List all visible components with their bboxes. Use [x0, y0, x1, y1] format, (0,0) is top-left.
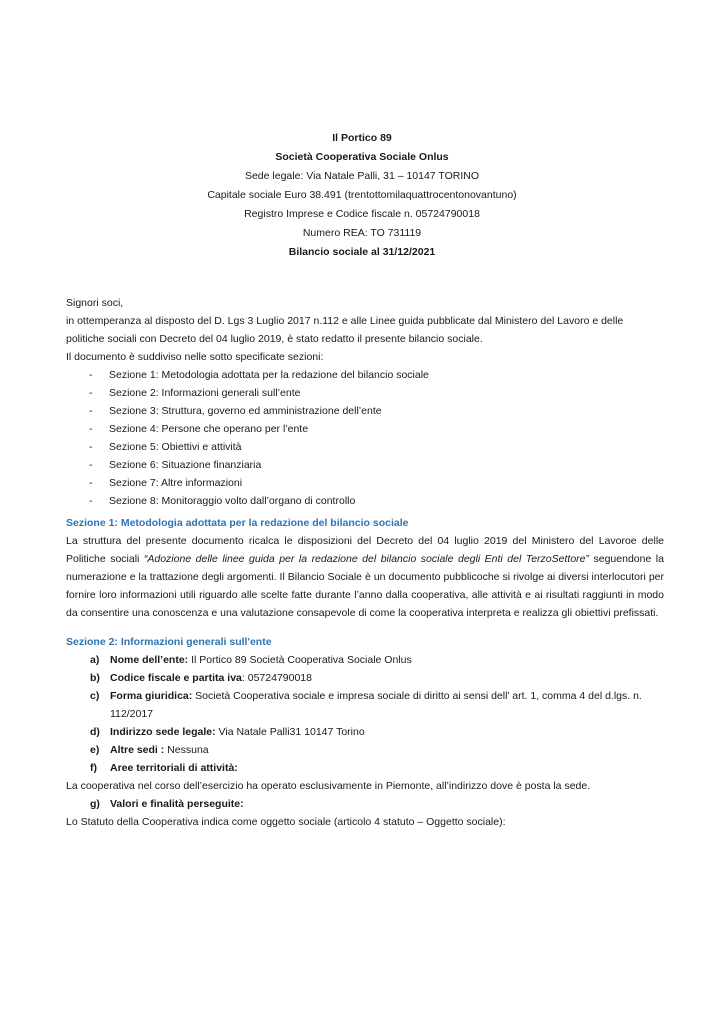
- entity-info-list: [66, 651, 664, 777]
- list-item: - Sezione 4: Persone che operano per l’ente: [89, 423, 309, 435]
- section1-heading: Sezione 1: Metodologia adottata per la redazione del bilancio sociale: [66, 517, 409, 529]
- statute-paragraph: Lo Statuto della Cooperativa indica come oggetto sociale (articolo 4 statuto – Oggetto sociale):: [66, 816, 506, 828]
- list-item: e) Altre sedi : Nessuna: [90, 744, 209, 756]
- entity-info-list-cont: [66, 795, 664, 813]
- area-paragraph: La cooperativa nel corso dell’esercizio ha operato esclusivamente in Piemonte, all’indirizzo dove è posta la sede.: [66, 780, 591, 792]
- list-item: b) Codice fiscale e partita iva: 05724790018: [90, 672, 312, 684]
- section2-heading: Sezione 2: Informazioni generali sull'ente: [66, 636, 272, 648]
- list-item: - Sezione 5: Obiettivi e attività: [89, 441, 242, 453]
- list-item: - Sezione 1: Metodologia adottata per la redazione del bilancio sociale: [89, 369, 429, 381]
- intro-paragraph: in ottemperanza al disposto del D. Lgs 3 Luglio 2017 n.112 e alle Linee guida pubblicate dal Ministero del Lavoro e delle politiche sociali con Decreto del 04 luglio 2019, è stato redatto il presente bilancio sociale.: [66, 315, 624, 345]
- rea-number: Numero REA: TO 731119: [302, 227, 422, 239]
- section1-paragraph: La struttura del presente documento ricalca le disposizioni del Decreto del 04 luglio 2019 del Ministero del Lavoroe delle Politiche sociali “Adozione delle linee guida per la redazione del bilancio sociale degli Enti del TerzoSettore” seguendone la numerazione e la trattazione degli argomenti. Il Bilancio Sociale è un documento pubblicoche si rivolge ai diversi interlocutori per fornire loro informazioni utili riguardo alle scelte fatte durante l’anno dalla cooperativa, alle attività e ai risultati raggiunti in modo da consentire una conoscenza e una valutazione consapevole di come la cooperativa interpreta e realizza gli obiettivi prefissati.: [66, 535, 664, 619]
- list-item: g) Valori e finalità perseguite:: [90, 798, 244, 810]
- list-item: c) Forma giuridica: Società Cooperativa sociale e impresa sociale di diritto ai sensi dell’ art. 1, comma 4 del d.lgs. n. 112/2017: [90, 690, 642, 720]
- list-item: d) Indirizzo sede legale: Via Natale Palli31 10147 Torino: [90, 726, 365, 738]
- sections-list: [66, 366, 664, 510]
- org-name: Il Portico 89: [332, 132, 392, 144]
- share-capital: Capitale sociale Euro 38.491 (trentottomilaquattrocentonovantuno): [207, 189, 517, 201]
- list-item: - Sezione 6: Situazione finanziaria: [89, 459, 262, 471]
- list-item: f) Aree territoriali di attività:: [90, 762, 238, 774]
- list-item: - Sezione 3: Struttura, governo ed amministrazione dell’ente: [89, 405, 382, 417]
- list-item: a) Nome dell’ente: Il Portico 89 Società Cooperativa Sociale Onlus: [90, 654, 412, 666]
- report-title: Bilancio sociale al 31/12/2021: [288, 246, 436, 258]
- greeting: Signori soci,: [66, 297, 124, 309]
- registry-number: Registro Imprese e Codice fiscale n. 05724790018: [244, 208, 480, 220]
- list-item: - Sezione 2: Informazioni generali sull’ente: [89, 387, 301, 399]
- sections-intro: Il documento è suddiviso nelle sotto specificate sezioni:: [66, 351, 324, 363]
- registered-address: Sede legale: Via Natale Palli, 31 – 10147 TORINO: [244, 170, 480, 182]
- org-type: Società Cooperativa Sociale Onlus: [275, 151, 449, 163]
- document-header: [0, 129, 724, 262]
- list-item: - Sezione 7: Altre informazioni: [89, 477, 243, 489]
- list-item: - Sezione 8: Monitoraggio volto dall’organo di controllo: [89, 495, 356, 507]
- document-body: [66, 294, 664, 831]
